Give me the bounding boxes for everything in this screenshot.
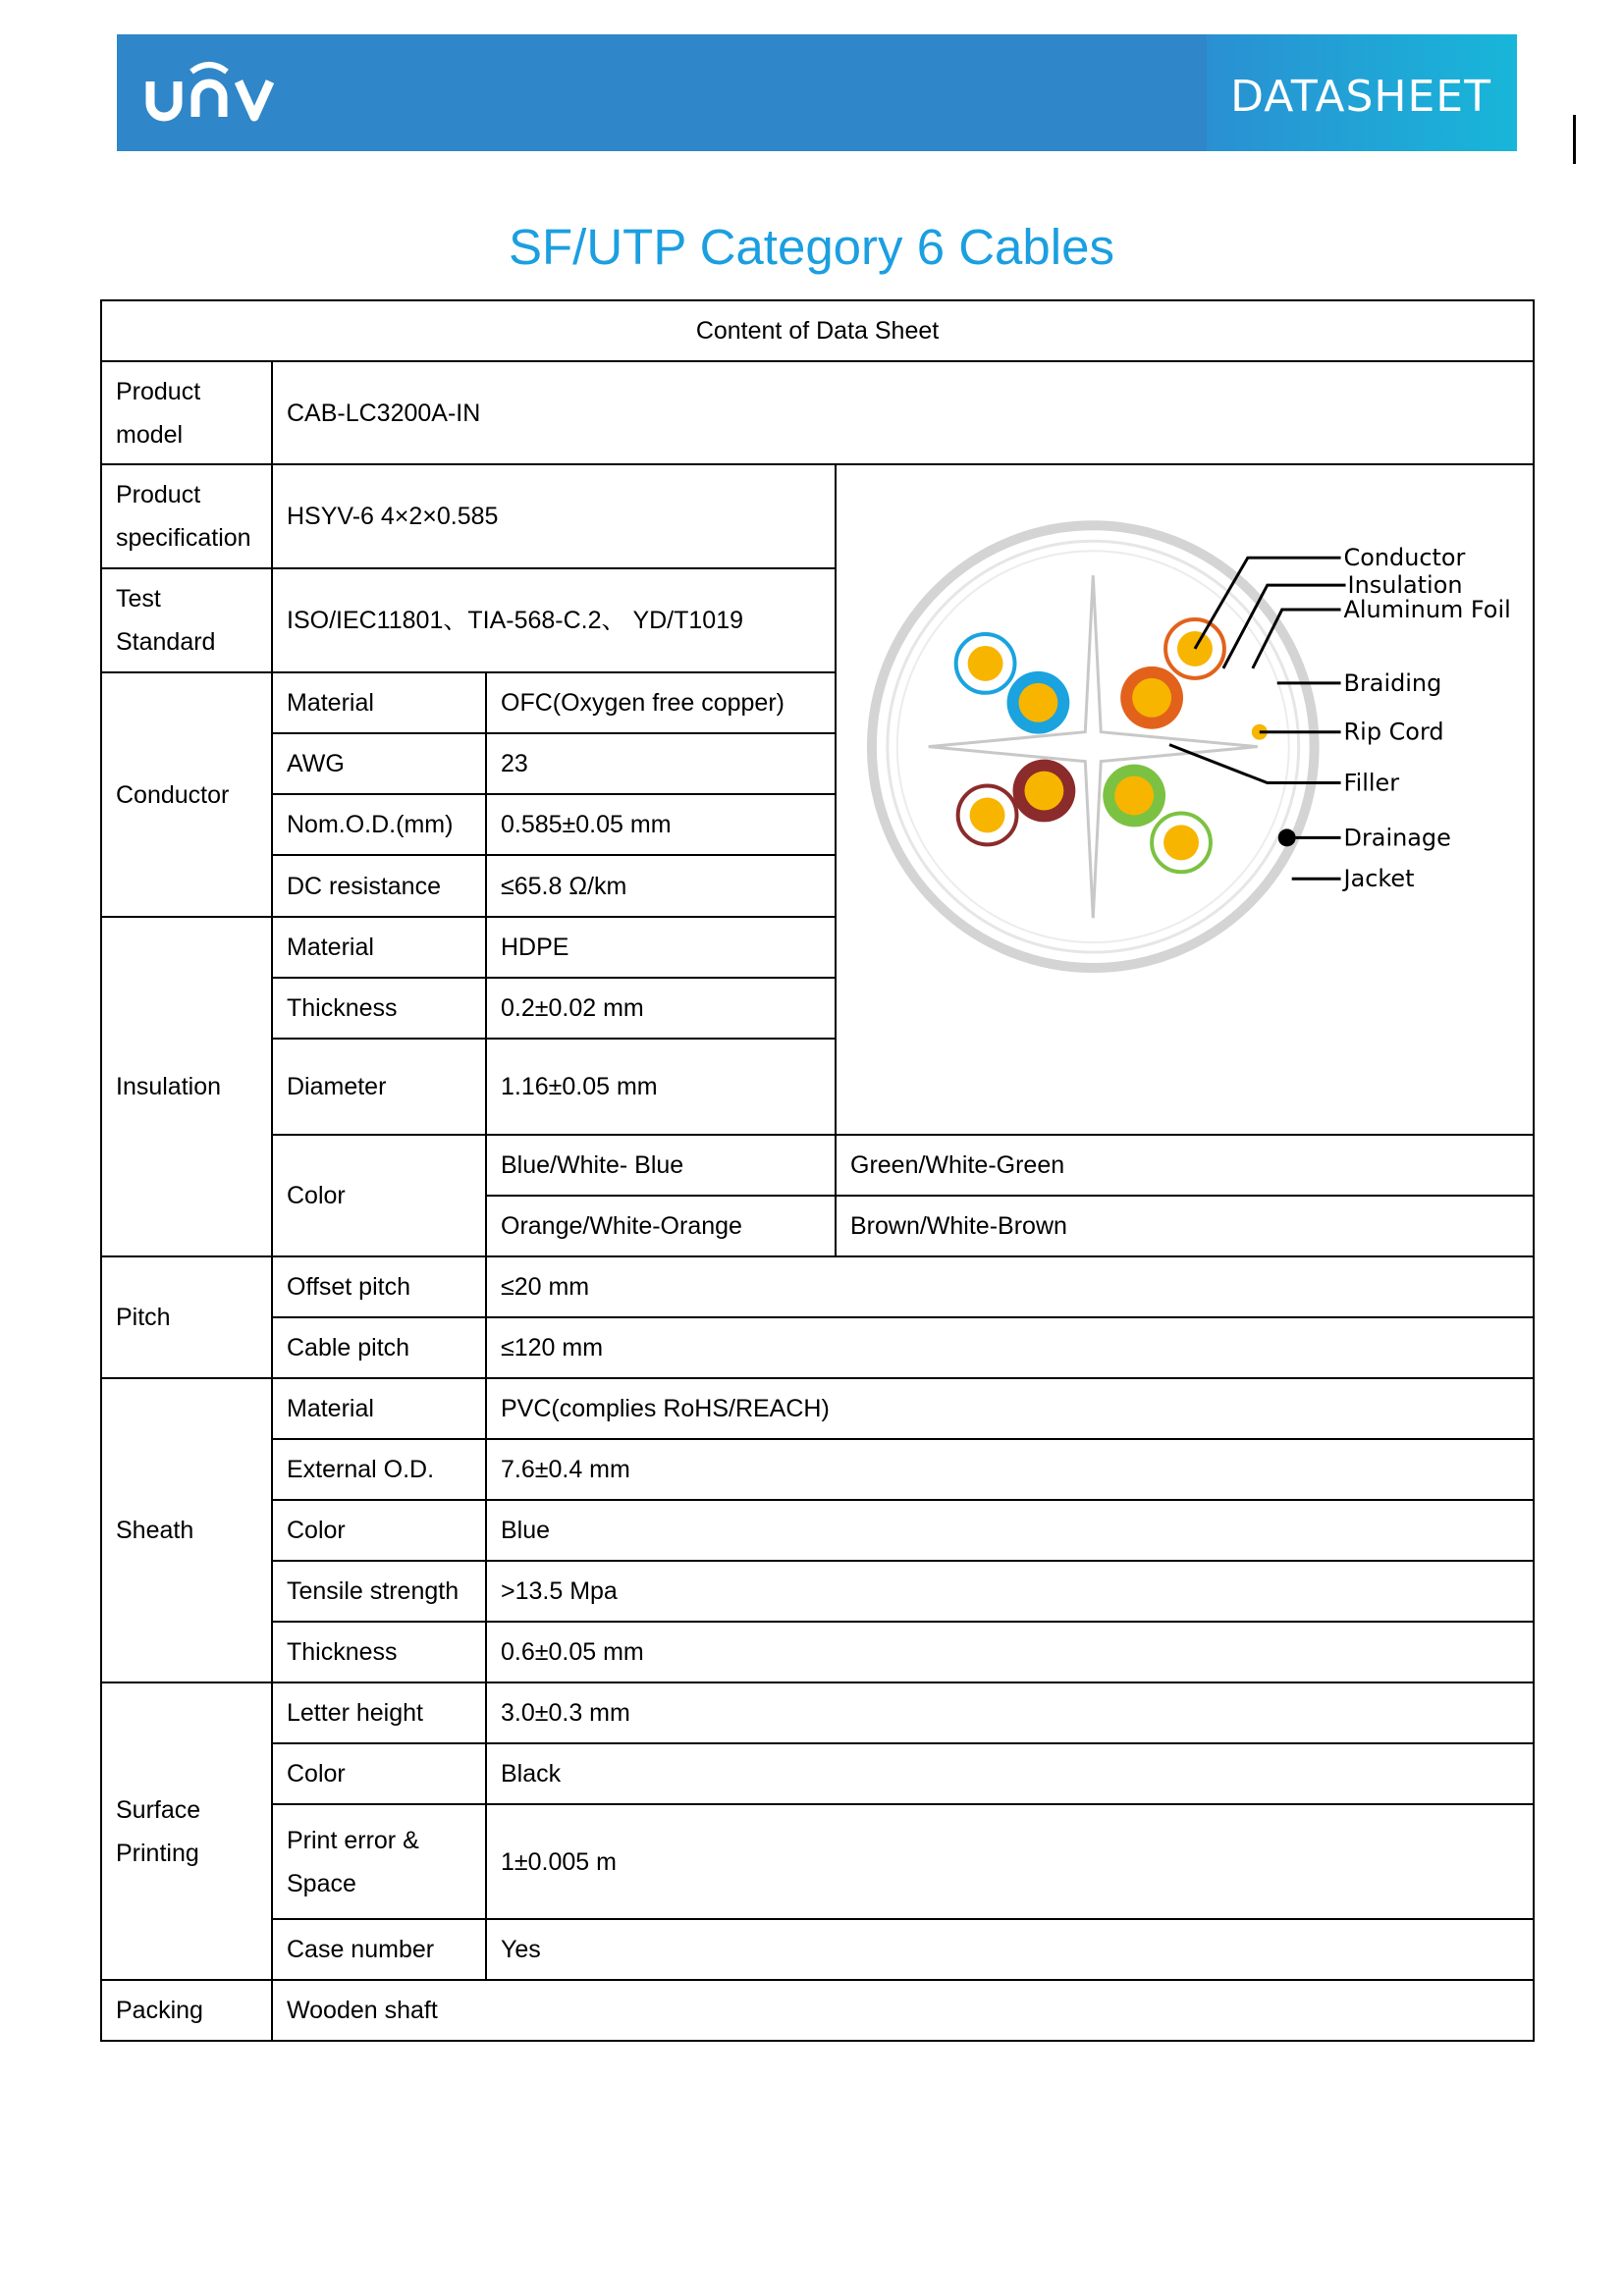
row-label: Packing xyxy=(101,1980,272,2041)
param-name: Cable pitch xyxy=(272,1317,486,1378)
table-caption: Content of Data Sheet xyxy=(101,300,1534,361)
label-drainage: Drainage xyxy=(1343,824,1451,852)
color-value: Brown/White-Brown xyxy=(836,1196,1534,1256)
label-rip-cord: Rip Cord xyxy=(1343,718,1444,746)
row-value: ISO/IEC11801、TIA-568-C.2、 YD/T1019 xyxy=(272,568,836,672)
row-value: CAB-LC3200A-IN xyxy=(272,361,1534,464)
param-value: ≤20 mm xyxy=(486,1256,1534,1317)
page-title: SF/UTP Category 6 Cables xyxy=(509,219,1114,275)
param-value: ≤120 mm xyxy=(486,1317,1534,1378)
param-name: Color xyxy=(272,1135,486,1256)
param-value: ≤65.8 Ω/km xyxy=(486,855,836,917)
param-name: Color xyxy=(272,1500,486,1561)
group-label-sheath: Sheath xyxy=(101,1378,272,1682)
param-name: Material xyxy=(272,672,486,733)
datasheet-label: DATASHEET xyxy=(1230,72,1491,122)
cable-diagram-svg xyxy=(837,465,1533,1134)
param-value: 1±0.005 m xyxy=(486,1804,1534,1919)
row-value: HSYV-6 4×2×0.585 xyxy=(272,464,836,568)
param-name: Offset pitch xyxy=(272,1256,486,1317)
group-label-pitch: Pitch xyxy=(101,1256,272,1378)
label-filler: Filler xyxy=(1343,769,1400,797)
row-label: Test Standard xyxy=(101,568,272,672)
param-name: Letter height xyxy=(272,1682,486,1743)
header-banner xyxy=(117,34,1517,151)
param-name: Color xyxy=(272,1743,486,1804)
param-value: 1.16±0.05 mm xyxy=(486,1039,836,1135)
param-name: Diameter xyxy=(272,1039,486,1135)
param-value: HDPE xyxy=(486,917,836,978)
row-label: Product specification xyxy=(101,464,272,568)
param-value: Black xyxy=(486,1743,1534,1804)
param-value: 0.585±0.05 mm xyxy=(486,794,836,855)
param-value: 0.6±0.05 mm xyxy=(486,1622,1534,1682)
label-conductor: Conductor xyxy=(1343,544,1466,572)
row-value: Wooden shaft xyxy=(272,1980,1534,2041)
param-name: Tensile strength xyxy=(272,1561,486,1622)
color-value: Orange/White-Orange xyxy=(486,1196,836,1256)
param-value: Blue xyxy=(486,1500,1534,1561)
group-label-surface-printing: Surface Printing xyxy=(101,1682,272,1980)
param-name: DC resistance xyxy=(272,855,486,917)
param-value: 23 xyxy=(486,733,836,794)
group-label-conductor: Conductor xyxy=(101,672,272,917)
datasheet-badge xyxy=(1207,34,1517,151)
cable-cross-section-diagram xyxy=(836,464,1534,1135)
unv-logo xyxy=(144,54,292,133)
param-name: Material xyxy=(272,1378,486,1439)
param-name: AWG xyxy=(272,733,486,794)
datasheet-table xyxy=(100,299,1535,2042)
param-name: Thickness xyxy=(272,1622,486,1682)
param-name: Print error & Space xyxy=(272,1804,486,1919)
label-aluminum-foil: Aluminum Foil xyxy=(1343,596,1511,624)
param-value: >13.5 Mpa xyxy=(486,1561,1534,1622)
param-value: OFC(Oxygen free copper) xyxy=(486,672,836,733)
param-name: Nom.O.D.(mm) xyxy=(272,794,486,855)
param-value: Yes xyxy=(486,1919,1534,1980)
param-name: Case number xyxy=(272,1919,486,1980)
color-value: Green/White-Green xyxy=(836,1135,1534,1196)
label-insulation: Insulation xyxy=(1347,571,1463,600)
color-value: Blue/White- Blue xyxy=(486,1135,836,1196)
row-label: Product model xyxy=(101,361,272,464)
group-label-insulation: Insulation xyxy=(101,917,272,1256)
label-braiding: Braiding xyxy=(1343,668,1442,697)
param-name: Thickness xyxy=(272,978,486,1039)
text-cursor xyxy=(1573,115,1576,164)
param-name: Material xyxy=(272,917,486,978)
param-value: 0.2±0.02 mm xyxy=(486,978,836,1039)
param-value: PVC(complies RoHS/REACH) xyxy=(486,1378,1534,1439)
param-value: 7.6±0.4 mm xyxy=(486,1439,1534,1500)
label-jacket: Jacket xyxy=(1343,865,1415,893)
param-name: External O.D. xyxy=(272,1439,486,1500)
param-value: 3.0±0.3 mm xyxy=(486,1682,1534,1743)
